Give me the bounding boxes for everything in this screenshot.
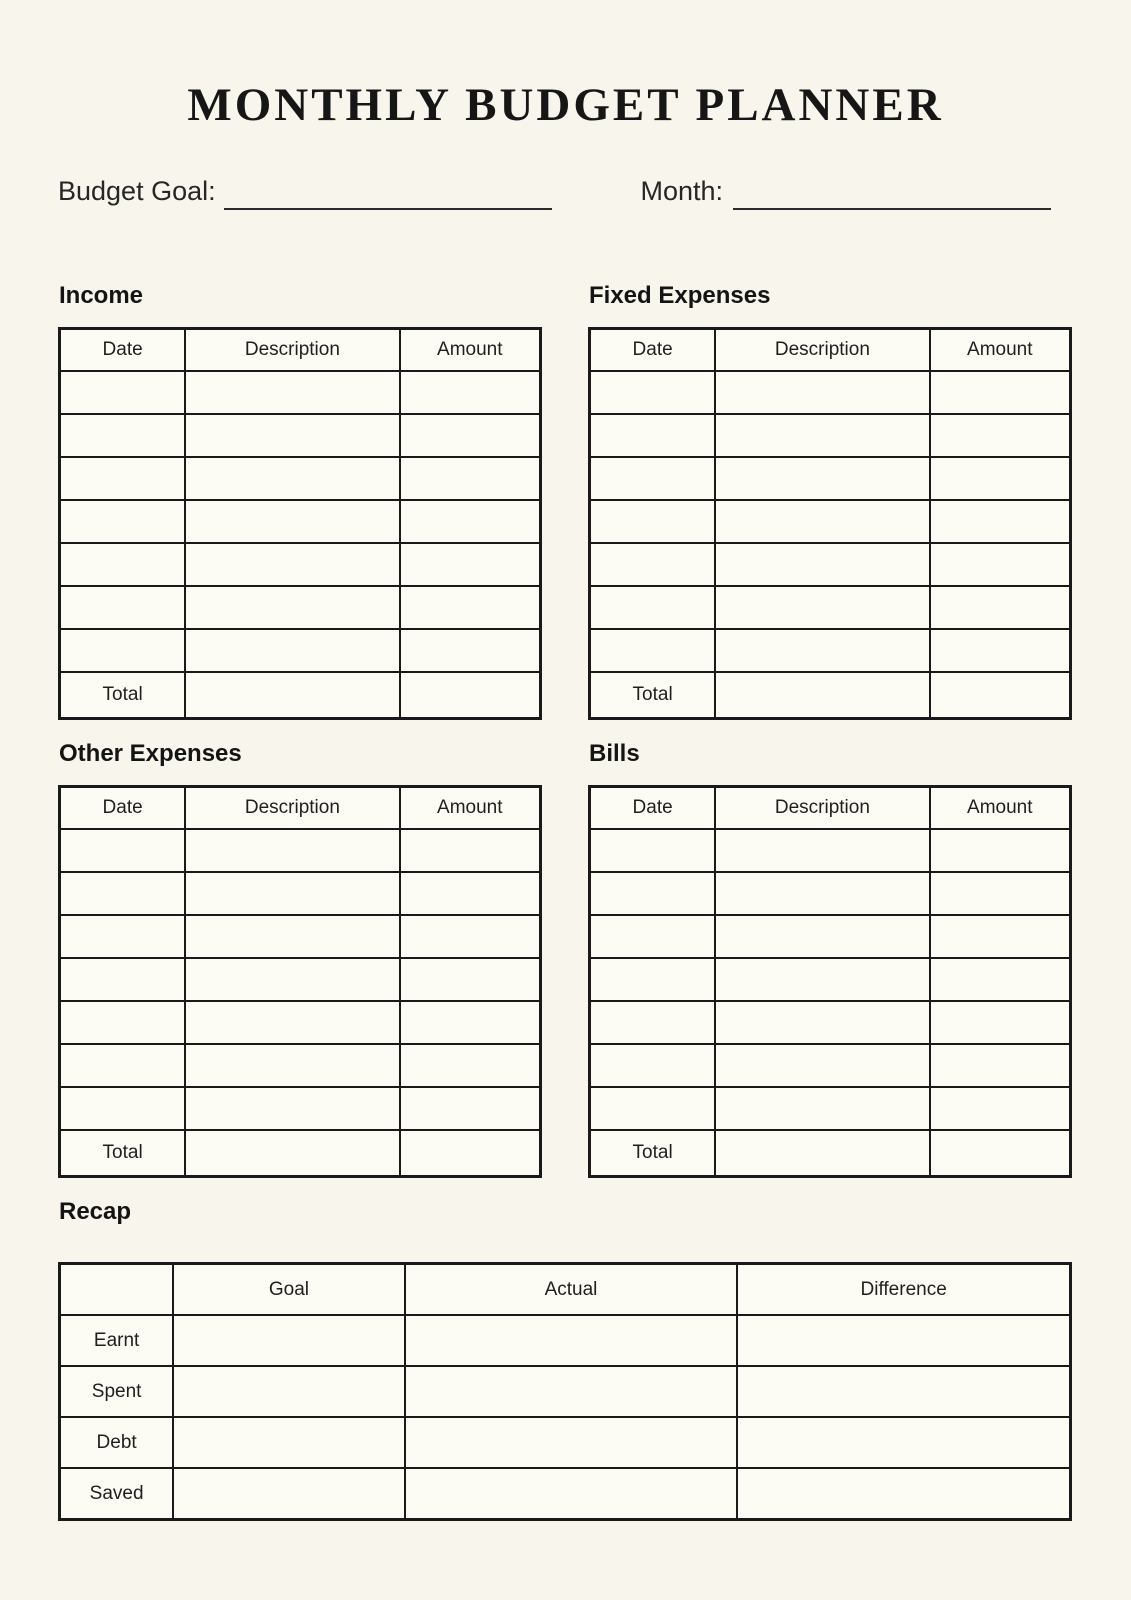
entry-row xyxy=(60,414,541,457)
empty-description-cell xyxy=(185,829,399,872)
empty-amount-cell xyxy=(400,371,541,414)
section-other-expenses xyxy=(58,740,542,1178)
empty-date-cell xyxy=(590,629,716,672)
empty-date-cell xyxy=(60,872,186,915)
empty-amount-cell xyxy=(400,586,541,629)
empty-date-cell xyxy=(590,457,716,500)
total-description-cell xyxy=(185,672,399,719)
empty-amount-cell xyxy=(930,543,1071,586)
recap-row-label-spent: Spent xyxy=(60,1366,174,1417)
section-title-income: Income xyxy=(59,282,144,309)
header-row xyxy=(60,786,541,829)
entry-row xyxy=(590,1001,1071,1044)
total-label: Total xyxy=(590,1130,716,1177)
section-income xyxy=(58,282,542,720)
total-row xyxy=(590,672,1071,719)
budget-goal-blank-line xyxy=(224,180,552,210)
empty-description-cell xyxy=(185,1044,399,1087)
empty-description-cell xyxy=(185,629,399,672)
month-field xyxy=(640,178,1051,210)
empty-description-cell xyxy=(185,500,399,543)
empty-description-cell xyxy=(715,1044,929,1087)
entry-row xyxy=(60,500,541,543)
budget-goal-label: Budget Goal: xyxy=(58,176,216,206)
recap-row-debt xyxy=(60,1417,1071,1468)
empty-amount-cell xyxy=(930,414,1071,457)
empty-amount-cell xyxy=(400,629,541,672)
empty-description-cell xyxy=(185,915,399,958)
recap-empty-cell xyxy=(737,1417,1070,1468)
column-header-date: Date xyxy=(60,786,186,829)
total-row xyxy=(60,1130,541,1177)
empty-date-cell xyxy=(590,1001,716,1044)
empty-description-cell xyxy=(185,1001,399,1044)
empty-description-cell xyxy=(715,872,929,915)
total-amount-cell xyxy=(400,1130,541,1177)
total-row xyxy=(60,672,541,719)
total-description-cell xyxy=(715,672,929,719)
empty-description-cell xyxy=(185,543,399,586)
empty-description-cell xyxy=(715,414,929,457)
budget-goal-field xyxy=(58,178,552,210)
empty-date-cell xyxy=(60,543,186,586)
empty-description-cell xyxy=(715,629,929,672)
recap-empty-cell xyxy=(737,1468,1070,1520)
empty-date-cell xyxy=(590,414,716,457)
header-row xyxy=(590,328,1071,371)
empty-date-cell xyxy=(590,1087,716,1130)
recap-empty-cell xyxy=(405,1366,738,1417)
budget-tables-grid xyxy=(58,282,1072,1178)
recap-title: Recap xyxy=(59,1197,132,1225)
column-header-date: Date xyxy=(60,328,186,371)
entry-row xyxy=(60,915,541,958)
empty-date-cell xyxy=(590,586,716,629)
section-title-bills: Bills xyxy=(589,739,640,767)
empty-amount-cell xyxy=(930,586,1071,629)
entry-row xyxy=(590,543,1071,586)
empty-date-cell xyxy=(60,414,186,457)
total-description-cell xyxy=(185,1130,399,1177)
empty-amount-cell xyxy=(930,1044,1071,1087)
empty-amount-cell xyxy=(400,543,541,586)
recap-empty-cell xyxy=(405,1468,738,1520)
column-header-amount: Amount xyxy=(400,786,541,829)
entry-table-bills xyxy=(588,785,1072,1178)
empty-amount-cell xyxy=(400,872,541,915)
empty-description-cell xyxy=(185,958,399,1001)
empty-description-cell xyxy=(185,1087,399,1130)
total-label: Total xyxy=(590,672,716,719)
recap-empty-cell xyxy=(405,1417,738,1468)
total-row xyxy=(590,1130,1071,1177)
entry-row xyxy=(60,1044,541,1087)
empty-date-cell xyxy=(60,586,186,629)
empty-description-cell xyxy=(715,500,929,543)
section-bills xyxy=(588,740,1072,1178)
empty-date-cell xyxy=(60,829,186,872)
empty-description-cell xyxy=(715,457,929,500)
column-header-description: Description xyxy=(185,328,399,371)
empty-amount-cell xyxy=(930,958,1071,1001)
recap-table xyxy=(58,1262,1072,1521)
entry-row xyxy=(590,958,1071,1001)
empty-amount-cell xyxy=(400,829,541,872)
empty-date-cell xyxy=(60,500,186,543)
recap-row-label-debt: Debt xyxy=(60,1417,174,1468)
section-title-other-expenses: Other Expenses xyxy=(59,739,242,767)
month-label: Month: xyxy=(640,176,723,206)
empty-description-cell xyxy=(715,958,929,1001)
empty-amount-cell xyxy=(400,500,541,543)
entry-row xyxy=(590,1044,1071,1087)
entry-row xyxy=(60,1087,541,1130)
recap-empty-cell xyxy=(737,1366,1070,1417)
empty-description-cell xyxy=(715,1001,929,1044)
entry-row xyxy=(590,829,1071,872)
empty-description-cell xyxy=(185,872,399,915)
empty-description-cell xyxy=(185,414,399,457)
recap-row-earnt xyxy=(60,1315,1071,1366)
entry-row xyxy=(60,629,541,672)
empty-date-cell xyxy=(60,958,186,1001)
empty-date-cell xyxy=(60,371,186,414)
empty-amount-cell xyxy=(930,457,1071,500)
recap-empty-cell xyxy=(173,1468,404,1520)
empty-description-cell xyxy=(185,586,399,629)
empty-description-cell xyxy=(715,586,929,629)
entry-row xyxy=(590,414,1071,457)
entry-row xyxy=(590,629,1071,672)
empty-amount-cell xyxy=(400,1001,541,1044)
recap-empty-cell xyxy=(405,1315,738,1366)
empty-amount-cell xyxy=(930,829,1071,872)
section-fixed-expenses xyxy=(588,282,1072,720)
empty-amount-cell xyxy=(400,958,541,1001)
empty-amount-cell xyxy=(930,371,1071,414)
entry-row xyxy=(590,586,1071,629)
recap-row-spent xyxy=(60,1366,1071,1417)
entry-row xyxy=(60,543,541,586)
total-label: Total xyxy=(60,672,186,719)
entry-row xyxy=(60,371,541,414)
column-header-description: Description xyxy=(185,786,399,829)
entry-table-other-expenses xyxy=(58,785,542,1178)
entry-row xyxy=(590,371,1071,414)
entry-row xyxy=(60,872,541,915)
recap-row-saved xyxy=(60,1468,1071,1520)
header-row xyxy=(60,328,541,371)
column-header-description: Description xyxy=(715,328,929,371)
entry-row xyxy=(60,457,541,500)
empty-date-cell xyxy=(590,915,716,958)
entry-row xyxy=(590,500,1071,543)
empty-date-cell xyxy=(60,457,186,500)
empty-amount-cell xyxy=(930,915,1071,958)
recap-empty-cell xyxy=(737,1315,1070,1366)
entry-table-fixed-expenses xyxy=(588,327,1072,720)
recap-row-label-earnt: Earnt xyxy=(60,1315,174,1366)
recap-empty-cell xyxy=(173,1417,404,1468)
entry-row xyxy=(60,829,541,872)
entry-table-income xyxy=(58,327,542,720)
empty-amount-cell xyxy=(400,414,541,457)
entry-row xyxy=(60,958,541,1001)
column-header-date: Date xyxy=(590,328,716,371)
empty-description-cell xyxy=(185,371,399,414)
empty-amount-cell xyxy=(400,1044,541,1087)
empty-date-cell xyxy=(590,958,716,1001)
entry-row xyxy=(590,872,1071,915)
empty-amount-cell xyxy=(930,872,1071,915)
empty-amount-cell xyxy=(400,1087,541,1130)
column-header-description: Description xyxy=(715,786,929,829)
column-header-date: Date xyxy=(590,786,716,829)
empty-description-cell xyxy=(185,457,399,500)
empty-date-cell xyxy=(590,371,716,414)
recap-empty-cell xyxy=(173,1366,404,1417)
month-blank-line xyxy=(733,180,1051,210)
empty-description-cell xyxy=(715,1087,929,1130)
empty-date-cell xyxy=(590,1044,716,1087)
recap-corner-cell xyxy=(60,1264,174,1316)
empty-date-cell xyxy=(60,629,186,672)
empty-date-cell xyxy=(60,1044,186,1087)
header-fields xyxy=(58,178,1073,210)
recap-header-row xyxy=(60,1264,1071,1316)
column-header-amount: Amount xyxy=(930,328,1071,371)
total-description-cell xyxy=(715,1130,929,1177)
entry-row xyxy=(590,1087,1071,1130)
recap-column-header-difference: Difference xyxy=(737,1264,1070,1316)
recap-section xyxy=(58,1198,1072,1522)
empty-amount-cell xyxy=(930,500,1071,543)
empty-description-cell xyxy=(715,915,929,958)
empty-amount-cell xyxy=(400,457,541,500)
empty-date-cell xyxy=(60,1001,186,1044)
empty-amount-cell xyxy=(400,915,541,958)
empty-date-cell xyxy=(590,543,716,586)
empty-amount-cell xyxy=(930,1001,1071,1044)
section-title-fixed-expenses: Fixed Expenses xyxy=(589,282,771,309)
total-label: Total xyxy=(60,1130,186,1177)
empty-description-cell xyxy=(715,829,929,872)
empty-date-cell xyxy=(60,915,186,958)
recap-empty-cell xyxy=(173,1315,404,1366)
total-amount-cell xyxy=(930,1130,1071,1177)
empty-date-cell xyxy=(590,829,716,872)
recap-column-header-actual: Actual xyxy=(405,1264,738,1316)
empty-date-cell xyxy=(590,500,716,543)
entry-row xyxy=(590,457,1071,500)
page-title: MONTHLY BUDGET PLANNER xyxy=(187,79,944,131)
header-row xyxy=(590,786,1071,829)
empty-description-cell xyxy=(715,371,929,414)
empty-date-cell xyxy=(60,1087,186,1130)
entry-row xyxy=(60,1001,541,1044)
recap-row-label-saved: Saved xyxy=(60,1468,174,1520)
empty-date-cell xyxy=(590,872,716,915)
empty-amount-cell xyxy=(930,629,1071,672)
total-amount-cell xyxy=(930,672,1071,719)
empty-amount-cell xyxy=(930,1087,1071,1130)
entry-row xyxy=(590,915,1071,958)
total-amount-cell xyxy=(400,672,541,719)
empty-description-cell xyxy=(715,543,929,586)
column-header-amount: Amount xyxy=(930,786,1071,829)
column-header-amount: Amount xyxy=(400,328,541,371)
entry-row xyxy=(60,586,541,629)
recap-column-header-goal: Goal xyxy=(173,1264,404,1316)
